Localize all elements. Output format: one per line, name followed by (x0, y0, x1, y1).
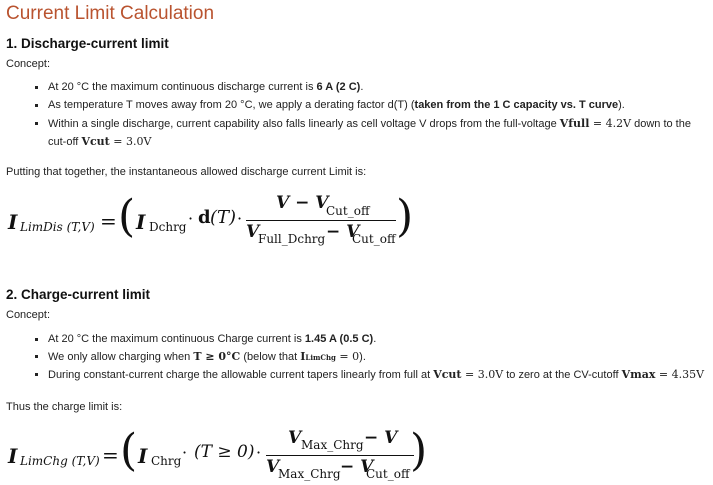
formula-condition: (T ≥ 0) (194, 442, 255, 462)
formula-denominator-v1: V (246, 222, 260, 242)
formula-current-subscript: Chrg (151, 454, 182, 468)
formula-numerator-subscript: Cut_off (326, 204, 370, 218)
formula-lhs-symbol: I (8, 210, 18, 234)
formula-denominator-sub2: Cut_off (366, 467, 410, 481)
charge-heading: 2. Charge-current limit (6, 287, 151, 302)
discharge-concept-label: Concept: (6, 58, 51, 70)
formula-left-paren: ( (120, 425, 138, 476)
formula-fraction-bar (266, 455, 414, 456)
formula-numerator-sub: Max_Chrg (301, 438, 364, 452)
formula-dot-1: · (182, 443, 188, 462)
discharge-together-text: Putting that together, the instantaneous allowed discharge current Limit is: (6, 166, 367, 178)
formula-right-paren: ) (410, 425, 428, 476)
charge-bullet-2: We only allow charging when T ≥ 0°C (below that ILimChg = 0). (48, 348, 705, 366)
formula-denominator-v1: V (266, 457, 280, 477)
formula-denominator-v2: − V (340, 457, 374, 477)
charge-concept-label: Concept: (6, 309, 51, 321)
charge-bullet-1: At 20 °C the maximum continuous Charge current is 1.45 A (0.5 C). (48, 331, 705, 348)
discharge-bullet-1: At 20 °C the maximum continuous discharge current is 6 A (2 C). (48, 79, 705, 96)
formula-numerator-v2: − V (364, 428, 398, 448)
discharge-heading: 1. Discharge-current limit (6, 36, 169, 51)
formula-left-paren: ( (118, 191, 136, 242)
formula-dot-2: · (256, 443, 262, 462)
charge-bullet-3: During constant-current charge the allowable current tapers linearly from full at Vcut = 3.0V to zero at the CV-cutoff Vmax = 4.35V (48, 366, 705, 384)
formula-lhs-subscript: LimDis (T,V) (20, 220, 95, 234)
formula-derating-d: d (198, 207, 211, 228)
page-title: Current Limit Calculation (6, 3, 215, 24)
formula-lhs-subscript: LimChg (T,V) (20, 454, 100, 468)
formula-right-paren: ) (396, 191, 414, 242)
charge-thus-text: Thus the charge limit is: (6, 401, 123, 413)
formula-denominator-sub2: Cut_off (352, 232, 396, 246)
discharge-bullet-2: As temperature T moves away from 20 °C, we apply a derating factor d(T) (taken from the 1 C capacity vs. T curve). (48, 97, 705, 114)
formula-current-symbol: I (136, 210, 146, 234)
discharge-bullet-3: Within a single discharge, current capability also falls linearly as cell voltage V drops from the full-voltage Vfull = 4.2V down to the cut-off Vcut = 3.0V (48, 115, 705, 151)
formula-denominator-sub1: Max_Chrg (278, 467, 341, 481)
formula-derating-arg: (T) (210, 207, 237, 228)
formula-fraction-bar (246, 220, 396, 221)
formula-denominator-v2: − V (326, 222, 360, 242)
formula-numerator: V − V (276, 193, 329, 213)
formula-equals: = (102, 443, 119, 467)
formula-denominator-sub1: Full_Dchrg (258, 232, 326, 246)
formula-numerator-v1: V (288, 428, 302, 448)
formula-dot-2: · (237, 209, 243, 228)
discharge-formula (8, 193, 428, 253)
formula-current-subscript: Dchrg (149, 220, 187, 234)
formula-equals: = (100, 209, 117, 233)
formula-lhs-symbol: I (8, 444, 18, 468)
formula-dot-1: · (188, 209, 194, 228)
formula-current-symbol: I (138, 444, 148, 468)
charge-formula (8, 424, 438, 484)
